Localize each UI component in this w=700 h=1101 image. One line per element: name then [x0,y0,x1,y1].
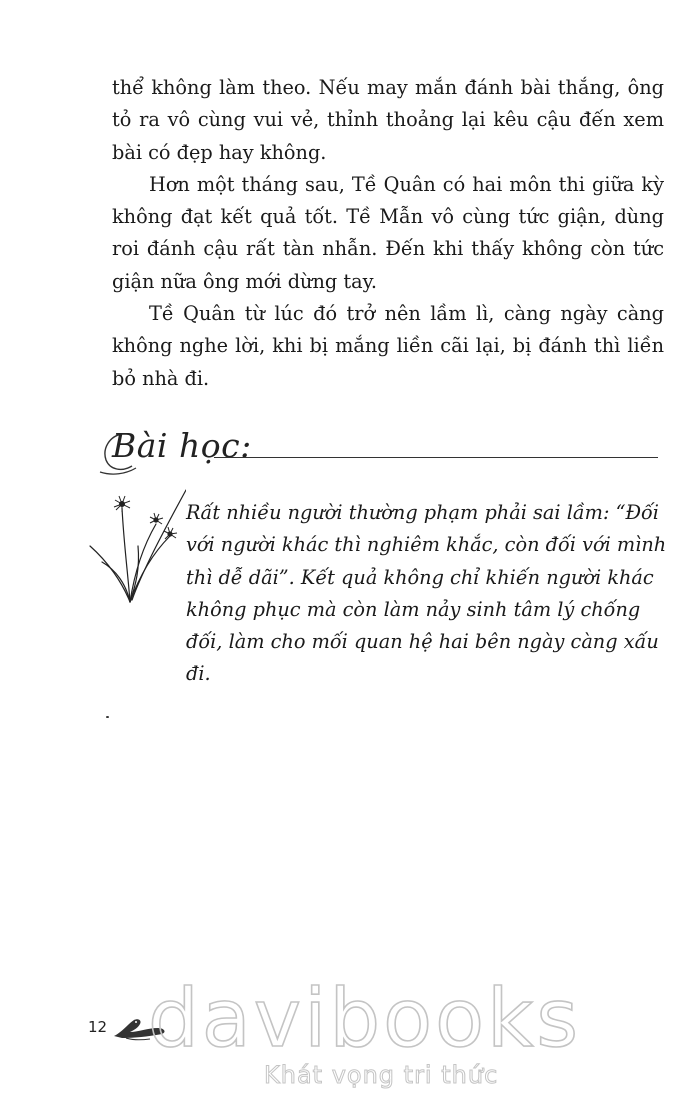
story-text [112,72,664,395]
flower-sprig-icon [86,484,186,604]
story-paragraph-3: Tề Quân từ lúc đó trở nên lầm lì, càng ngày càng không nghe lời, khi bị mắng liền cãi lại, bị đánh thì liền bỏ nhà đi. [112,302,664,390]
story-paragraph-1: thể không làm theo. Nếu may mắn đánh bài thắng, ông tỏ ra vô cùng vui vẻ, thỉnh thoảng lại kêu cậu đến xem bài có đẹp hay không. [112,76,664,164]
watermark-brand: davibooks [148,972,582,1065]
print-speck [106,716,109,718]
lesson-title: Bài học: [112,426,252,465]
lesson-underline [214,457,658,458]
watermark-tagline: Khát vọng tri thức [264,1061,499,1089]
page-number: 12 [88,1018,108,1036]
story-paragraph-2: Hơn một tháng sau, Tề Quân có hai môn thi giữa kỳ không đạt kết quả tốt. Tề Mẫn vô cùng tức giận, dùng roi đánh cậu rất tàn nhẫn. Đến khi thấy không còn tức giận nữa ông mới dừng tay. [112,172,664,293]
lesson-text: Rất nhiều người thường phạm phải sai lầm: “Đối với người khác thì nghiêm khắc, còn đối với mình thì dễ dãi”. Kết quả không chỉ khiến người khác không phục mà còn làm nảy sinh tâm lý chống đối, làm cho mối quan hệ hai bên ngày càng xấu đi. [186,501,667,686]
lesson-heading [92,420,667,480]
